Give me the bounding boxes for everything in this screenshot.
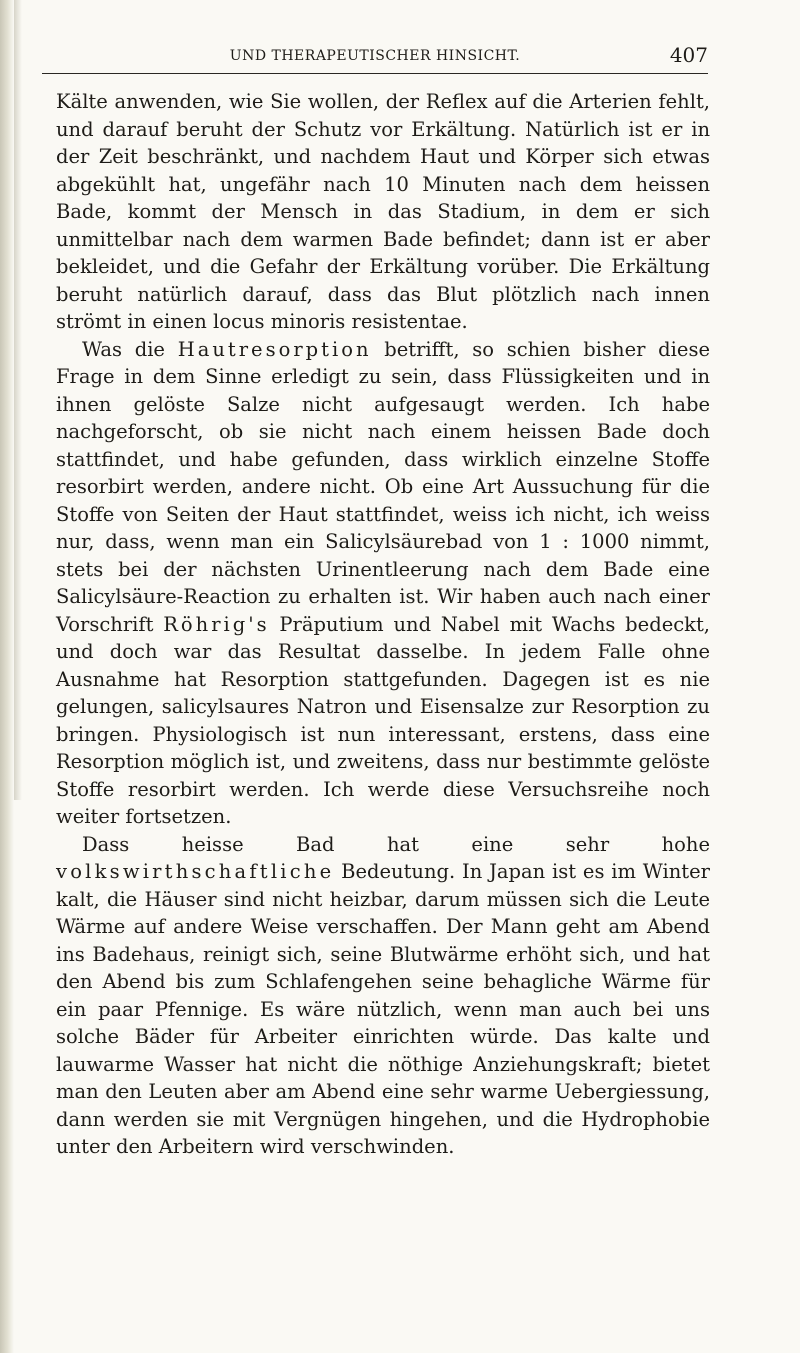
spaced-term-hautresorption: Hautresorption — [177, 337, 372, 361]
paragraph-1 — [56, 88, 710, 336]
running-title: UND THERAPEUTISCHER HINSICHT. — [229, 48, 521, 64]
paragraph-3-text: Bedeutung. In Japan ist es im Winter kalt, die Häuser sind nicht heizbar, darum müssen sich die Leute Wärme auf andere Weise verschaffen. Der Mann geht am Abend ins Badehaus, reinigt sich, seine Blutwärme erhöht sich, und hat den Abend bis zum Schlafengehen seine behagliche Wärme für ein paar Pfennige. Es wäre nützlich, wenn man auch bei uns solche Bäder für Arbeiter einrichten würde. Das kalte und lauwarme Wasser hat nicht die nöthige Anziehungskraft; bietet man den Leuten aber am Abend eine sehr warme Uebergiessung, dann werden sie mit Vergnügen hingehen, und die Hydrophobie unter den Arbeitern wird verschwinden. — [56, 860, 710, 1158]
header-rule — [42, 73, 708, 74]
gutter-shadow — [14, 0, 22, 800]
running-head — [42, 40, 708, 74]
paragraph-2-text-after: Präputium und Nabel mit Wachs bedeckt, und doch war das Resultat dasselbe. In jedem Falle ohne Ausnahme hat Resorption stattgefunden. Dagegen ist es nie gelungen, salicylsaures Natron und Eisensalze zur Resorption zu bringen. Physiologisch ist nun interessant, erstens, dass eine Resorption möglich ist, und zweitens, dass nur bestimmte gelöste Stoffe resorbirt werden. Ich werde diese Versuchsreihe noch weiter fortsetzen. — [56, 612, 711, 828]
paragraph-2 — [56, 336, 710, 831]
paragraph-2-text: betrifft, so schien bisher diese Frage in dem Sinne erledigt zu sein, dass Flüssigkeiten und in ihnen gelöste Salze nicht aufgesaugt werden. Ich habe nachgeforscht, ob sie nicht nach einem heissen Bade doch stattfindet, und habe gefunden, dass wirklich einzelne Stoffe resorbirt werden, andere nicht. Ob eine Art Aussuchung für die Stoffe von Seiten der Haut stattfindet, weiss ich nicht, ich weiss nur, dass, wenn man ein Salicylsäurebad von 1 : 1000 nimmt, stets bei der nächsten Urinentleerung nach dem Bade eine Salicylsäure-Reaction zu erhalten ist. Wir haben auch nach einer Vorschrift — [56, 337, 710, 636]
paragraph-3 — [56, 831, 710, 1161]
spaced-term-volkswirthschaftliche: volkswirthschaftliche — [56, 860, 335, 883]
paragraph-3-intro: Dass heisse Bad hat eine sehr hohe — [82, 832, 710, 856]
page-gutter — [0, 0, 14, 1353]
paragraph-1-text: Kälte anwenden, wie Sie wollen, der Reflex auf die Arterien fehlt, und darauf beruht der Schutz vor Erkältung. Natürlich ist er in der Zeit beschränkt, und nachdem Haut und Körper sich etwas abgekühlt hat, ungefähr nach 10 Minuten nach dem heissen Bade, kommt der Mensch in das Stadium, in dem er sich unmittelbar nach dem warmen Bade befindet; dann ist er aber bekleidet, und die Gefahr der Erkältung vorüber. Die Erkältung beruht natürlich darauf, dass das Blut plötzlich nach innen strömt in einen locus minoris resistentae. — [56, 90, 710, 333]
page-number: 407 — [669, 43, 708, 67]
body-text — [56, 88, 710, 1161]
paragraph-2-intro: Was die — [82, 337, 178, 361]
spaced-name-roehrig: Röhrig's — [163, 612, 270, 636]
